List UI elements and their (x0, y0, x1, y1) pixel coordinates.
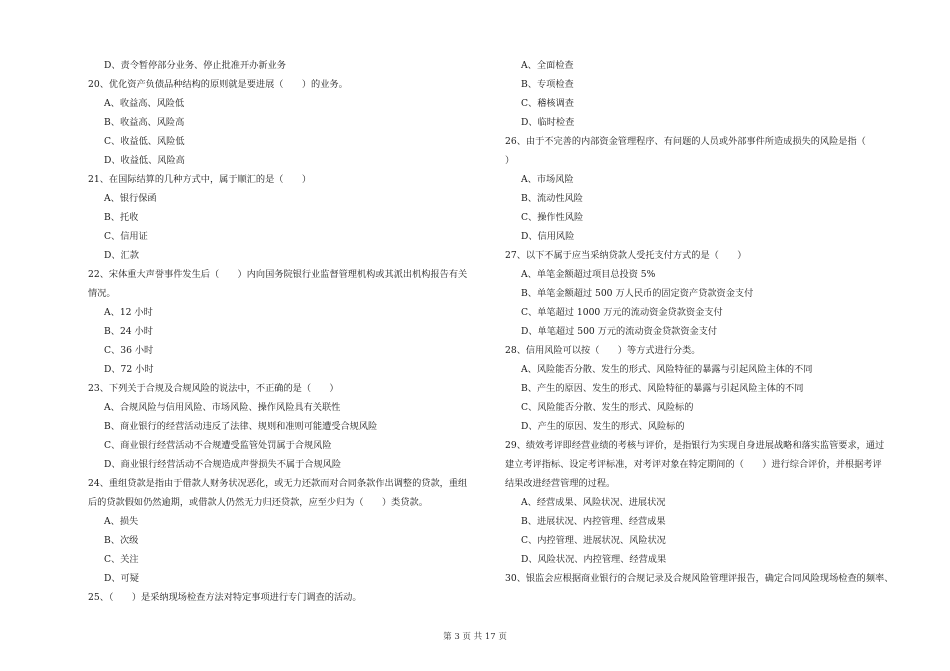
left-column (88, 56, 488, 607)
answer-option: C、单笔超过 1000 万元的流动资金贷款资金支付 (521, 307, 723, 318)
question-text: 30、银监会应根据商业银行的合规记录及合规风险管理评报告，确定合同风险现场检查的频率、 (505, 573, 894, 584)
answer-option: B、收益高、风险高 (104, 117, 185, 128)
answer-option: D、临时检查 (521, 117, 575, 128)
question-text: 24、重组贷款是指由于借款人财务状况恶化，或无力还款而对合同条款作出调整的贷款，重组 (88, 478, 468, 489)
answer-option: D、收益低、风险高 (104, 155, 185, 166)
answer-option: A、市场风险 (521, 174, 574, 185)
answer-option: D、责令暂停部分业务、停止批准开办新业务 (104, 60, 286, 71)
question-text: 26、由于不完善的内部资金管理程序、有问题的人员或外部事件所造成损失的风险是指（ (505, 136, 866, 147)
answer-option: C、关注 (104, 554, 139, 565)
answer-option: D、风险状况、内控管理、经营成果 (521, 554, 667, 565)
answer-option: C、收益低、风险低 (104, 136, 185, 147)
answer-option: D、信用风险 (521, 231, 575, 242)
answer-option: C、操作性风险 (521, 212, 584, 223)
question-text: 28、信用风险可以按（ ）等方式进行分类。 (505, 345, 701, 356)
question-text: 27、以下不属于应当采纳贷款人受托支付方式的是（ ） (505, 250, 747, 261)
answer-option: A、风险能否分散、发生的形式、风险特征的暴露与引起风险主体的不同 (521, 364, 813, 375)
page-footer: 第 3 页 共 17 页 (443, 632, 507, 642)
answer-option: B、进展状况、内控管理、经营成果 (521, 516, 666, 527)
answer-option: D、可疑 (104, 573, 139, 584)
question-text: 后的贷款假如仍然逾期，或借款人仍然无力归还贷款，应至少归为（ ）类贷款。 (88, 497, 428, 508)
answer-option: B、流动性风险 (521, 193, 583, 204)
answer-option: A、经营成果、风险状况、进展状况 (521, 497, 666, 508)
answer-option: C、风险能否分散、发生的形式、风险标的 (521, 402, 694, 413)
answer-option: B、次级 (104, 535, 139, 546)
answer-option: C、36 小时 (104, 345, 154, 356)
answer-option: D、72 小时 (104, 364, 154, 375)
answer-option: B、24 小时 (104, 326, 153, 337)
question-text: 23、下列关于合规及合规风险的说法中，不正确的是（ ） (88, 383, 339, 394)
answer-option: C、商业银行经营活动不合规遭受监管处罚属于合规风险 (104, 440, 332, 451)
question-text: 建立考评指标、设定考评标准，对考评对象在特定期间的（ ）进行综合评价，并根据考评 (505, 459, 882, 470)
answer-option: C、内控管理、进展状况、风险状况 (521, 535, 666, 546)
answer-option: A、12 小时 (104, 307, 153, 318)
question-text: ） (505, 155, 515, 166)
question-text: 29、绩效考评即经营业绩的考核与评价，是指银行为实现自身进展战略和落实监管要求，通过 (505, 440, 885, 451)
answer-option: C、稽核调查 (521, 98, 574, 109)
answer-option: B、专项检查 (521, 79, 574, 90)
answer-option: A、单笔金额超过项目总投资 5% (521, 269, 656, 280)
answer-option: D、汇款 (104, 250, 139, 261)
answer-option: A、损失 (104, 516, 139, 527)
answer-option: B、产生的原因、发生的形式、风险特征的暴露与引起风险主体的不同 (521, 383, 804, 394)
answer-option: B、单笔金额超过 500 万人民币的固定资产贷款资金支付 (521, 288, 754, 299)
answer-option: A、全面检查 (521, 60, 574, 71)
answer-option: A、银行保函 (104, 193, 157, 204)
answer-option: D、商业银行经营活动不合规造成声誉损失不属于合规风险 (104, 459, 342, 470)
question-text: 21、在国际结算的几种方式中，属于顺汇的是（ ） (88, 174, 312, 185)
answer-option: B、商业银行的经营活动违反了法律、规则和准则可能遭受合规风险 (104, 421, 378, 432)
answer-option: B、托收 (104, 212, 139, 223)
right-column (505, 56, 905, 588)
answer-option: A、合规风险与信用风险、市场风险、操作风险具有关联性 (104, 402, 341, 413)
question-text: 情况。 (88, 288, 116, 299)
question-text: 结果改进经营管理的过程。 (505, 478, 616, 489)
question-text: 20、优化资产负债品种结构的原则就是要进展（ ）的业务。 (88, 79, 348, 90)
answer-option: C、信用证 (104, 231, 148, 242)
question-text: 25、（ ）是采纳现场检查方法对特定事项进行专门调查的活动。 (88, 592, 362, 603)
answer-option: D、产生的原因、发生的形式、风险标的 (521, 421, 685, 432)
answer-option: D、单笔超过 500 万元的流动资金贷款资金支付 (521, 326, 718, 337)
question-text: 22、宋体重大声誉事件发生后（ ）内向国务院银行业监督管理机构或其派出机构报告有关 (88, 269, 468, 280)
answer-option: A、收益高、风险低 (104, 98, 185, 109)
